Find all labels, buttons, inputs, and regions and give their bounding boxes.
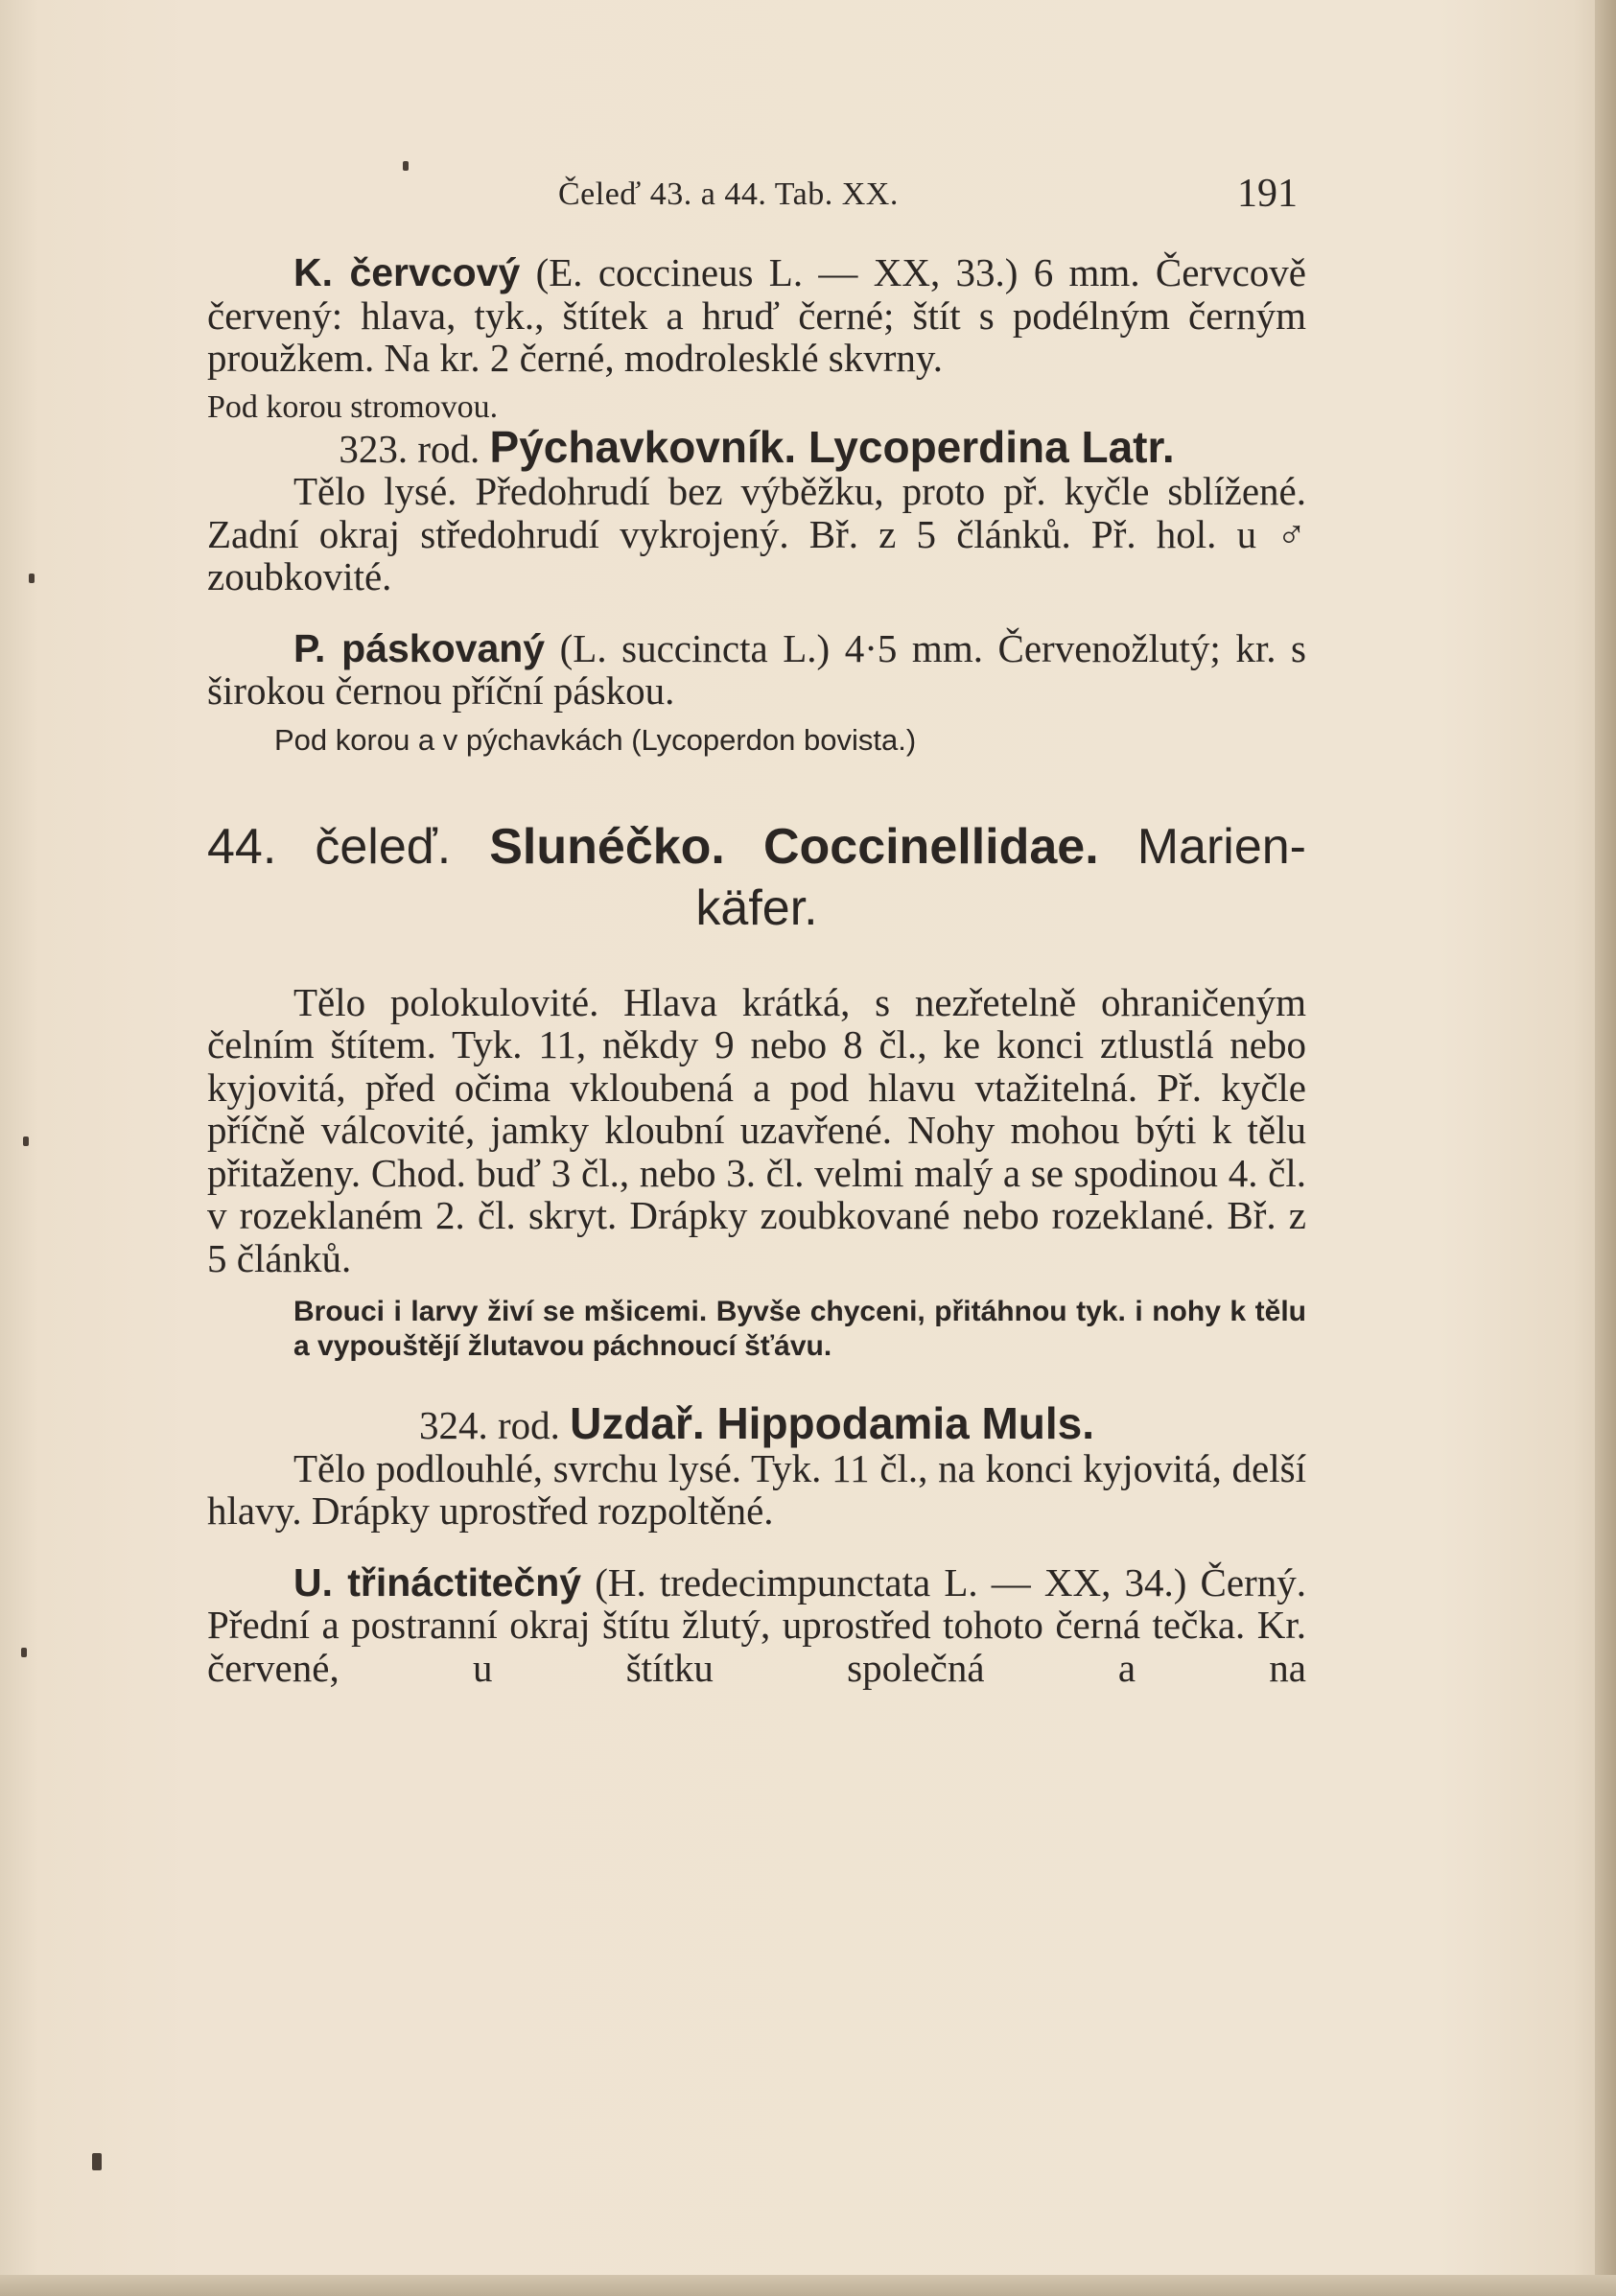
page-edge-right xyxy=(1595,0,1616,2296)
family-german-name: Marien- xyxy=(1136,818,1306,875)
scan-speck xyxy=(29,574,35,583)
page-header xyxy=(0,171,1616,219)
genus-number: 324. rod. xyxy=(418,1403,560,1447)
genus-heading xyxy=(207,1398,1306,1448)
genus-description: Tělo podlouhlé, svrchu lysé. Tyk. 11 čl., na konci kyjovitá, delší hlavy. Drápky uprostřed rozpoltěné. xyxy=(207,1445,1306,1533)
family-heading xyxy=(207,816,1306,939)
family-name: Slunéčko. Coccinellidae. xyxy=(489,818,1099,875)
scan-speck xyxy=(92,2153,102,2170)
entry-paragraph xyxy=(207,1561,1306,1690)
entry-paragraph xyxy=(207,251,1306,380)
scan-speck xyxy=(403,161,409,171)
genus-heading xyxy=(207,421,1306,472)
habitat-note: Pod korou stromovou. xyxy=(207,388,499,425)
scan-speck xyxy=(23,1136,29,1146)
habitat-note: Pod korou a v pýchavkách (Lycoperdon bovista.) xyxy=(274,722,917,757)
genus-name: Pýchavkovník. Lycoperdina Latr. xyxy=(489,421,1175,472)
species-name: P. páskovaný xyxy=(293,625,546,670)
family-number: 44. čeleď. xyxy=(207,818,452,875)
species-text: (E. coccineus L. — XX, 33.) 6 mm. Červcově červený: hlava, tyk., štítek a hruď černé; štít s podélným černým proužkem. Na kr. 2 černé, modrolesklé skvrny. xyxy=(207,250,1306,380)
genus-description: Tělo lysé. Předohrudí bez výběžku, proto př. kyčle sblížené. Zadní okraj středohrudí vykrojený. Bř. z 5 článků. Př. hol. u ♂ zoubkovité. xyxy=(207,469,1306,598)
page-edge-bottom xyxy=(0,2275,1616,2296)
running-head: Čeleď 43. a 44. Tab. XX. xyxy=(558,176,899,212)
entry-paragraph xyxy=(207,627,1306,713)
family-description: Tělo polokulovité. Hlava krátká, s nezřetelně ohraničeným čelním štítem. Tyk. 11, někdy 9 nebo 8 čl., ke konci ztlustlá nebo kyjovitá, před očima vkloubená a pod hlavu vtažitelná. Př. kyčle příčně válcovité, jamky kloubní uzavřené. Nohy mohou býti k tělu přitaženy. Chod. buď 3 čl., nebo 3. čl. velmi malý a se spodinou 4. čl. v rozeklaném 2. čl. skryt. Drápky zoubkované nebo rozeklané. Bř. z 5 článků. xyxy=(207,979,1306,1280)
family-note: Brouci i larvy živí se mšicemi. Byvše chyceni, přitáhnou tyk. i nohy k tělu a vypouštějí žlutavou páchnoucí šťávu. xyxy=(293,1296,1306,1362)
family-german-name-continued: käfer. xyxy=(695,879,818,936)
species-name: U. třináctitečný xyxy=(293,1559,582,1605)
scan-speck xyxy=(21,1648,27,1657)
species-text: (H. tredecimpunctata L. — XX, 34.) Černý. Přední a postranní okraj štítu žlutý, uprostřed tohoto černá tečka. Kr. červené, u štítku společná a na xyxy=(207,1559,1306,1690)
page-number: 191 xyxy=(1237,172,1298,216)
page-body xyxy=(207,251,1306,1689)
genus-name: Uzdař. Hippodamia Muls. xyxy=(570,1398,1095,1448)
species-name: K. červcový xyxy=(293,250,521,294)
genus-number: 323. rod. xyxy=(339,426,480,471)
species-text: (L. succincta L.) 4·5 mm. Červenožlutý; kr. s širokou černou příční páskou. xyxy=(207,625,1306,713)
